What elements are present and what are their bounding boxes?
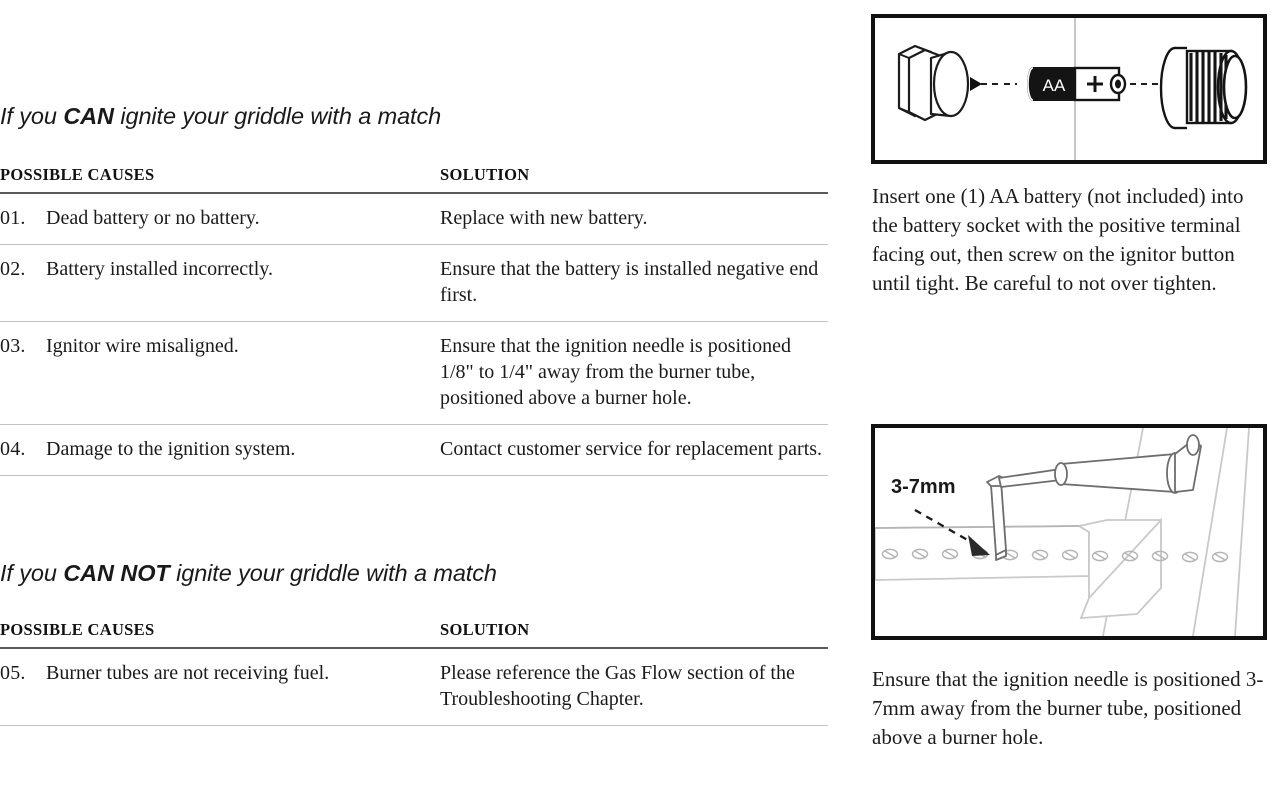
row-cause: Battery installed incorrectly. xyxy=(46,245,440,322)
battery-assembly-caption: Insert one (1) AA battery (not included) into the battery socket with the positive terminal facing out, then screw on the ignitor button until tight. Be careful to not over tighten. xyxy=(872,184,1244,295)
battery-label-text: AA xyxy=(1042,76,1066,95)
table-row xyxy=(0,425,828,476)
row-solution: Ensure that the ignition needle is positioned 1/8" to 1/4" away from the burner tube, positioned above a burner hole. xyxy=(440,322,828,425)
row-solution: Contact customer service for replacement parts. xyxy=(440,425,828,476)
ignition-needle-caption: Ensure that the ignition needle is positioned 3-7mm away from the burner tube, positioned above a burner hole. xyxy=(872,667,1264,749)
heading-text-post: ignite your griddle with a match xyxy=(169,560,497,586)
heading-text-pre: If you xyxy=(0,103,64,129)
row-number: 03. xyxy=(0,322,46,425)
aa-battery-icon xyxy=(1028,68,1125,100)
row-solution: Please reference the Gas Flow section of the Troubleshooting Chapter. xyxy=(440,648,828,726)
figures-column xyxy=(868,0,1268,798)
troubleshooting-table-cannot-ignite xyxy=(0,620,828,726)
row-number: 05. xyxy=(0,648,46,726)
row-cause: Ignitor wire misaligned. xyxy=(46,322,440,425)
heading-text-emphasis: CAN NOT xyxy=(63,560,170,586)
table-header-row xyxy=(0,165,828,193)
row-number: 02. xyxy=(0,245,46,322)
row-solution: Ensure that the battery is installed negative end first. xyxy=(440,245,828,322)
row-number: 04. xyxy=(0,425,46,476)
table-row xyxy=(0,648,828,726)
troubleshooting-table-can-ignite xyxy=(0,165,828,476)
column-header-possible-causes: POSSIBLE CAUSES xyxy=(0,620,440,648)
row-cause: Dead battery or no battery. xyxy=(46,193,440,245)
section-heading-can-ignite xyxy=(0,103,441,130)
row-cause: Burner tubes are not receiving fuel. xyxy=(46,648,440,726)
heading-text-emphasis: CAN xyxy=(63,103,114,129)
heading-text-pre: If you xyxy=(0,560,64,586)
column-header-solution: SOLUTION xyxy=(440,165,828,193)
column-header-possible-causes: POSSIBLE CAUSES xyxy=(0,165,440,193)
ignitor-end-cap xyxy=(1224,56,1246,118)
battery-socket-icon xyxy=(899,46,968,120)
row-solution: Replace with new battery. xyxy=(440,193,828,245)
column-header-solution: SOLUTION xyxy=(440,620,828,648)
table-row xyxy=(0,245,828,322)
ignitor-knurl-ribs xyxy=(1191,52,1226,122)
row-number: 01. xyxy=(0,193,46,245)
ignition-needle-illustration xyxy=(875,428,1263,636)
measurement-label-text: 3-7mm xyxy=(891,476,956,498)
assembly-direction-arrow xyxy=(970,77,982,91)
table-row xyxy=(0,322,828,425)
section-heading-cannot-ignite xyxy=(0,560,497,587)
ignition-needle-figure xyxy=(871,424,1267,640)
table-header-row xyxy=(0,620,828,648)
battery-assembly-illustration xyxy=(875,18,1263,160)
heading-text-post: ignite your griddle with a match xyxy=(113,103,442,129)
table-row xyxy=(0,193,828,245)
burner-tube xyxy=(875,520,1161,618)
battery-assembly-figure xyxy=(871,14,1267,164)
row-cause: Damage to the ignition system. xyxy=(46,425,440,476)
